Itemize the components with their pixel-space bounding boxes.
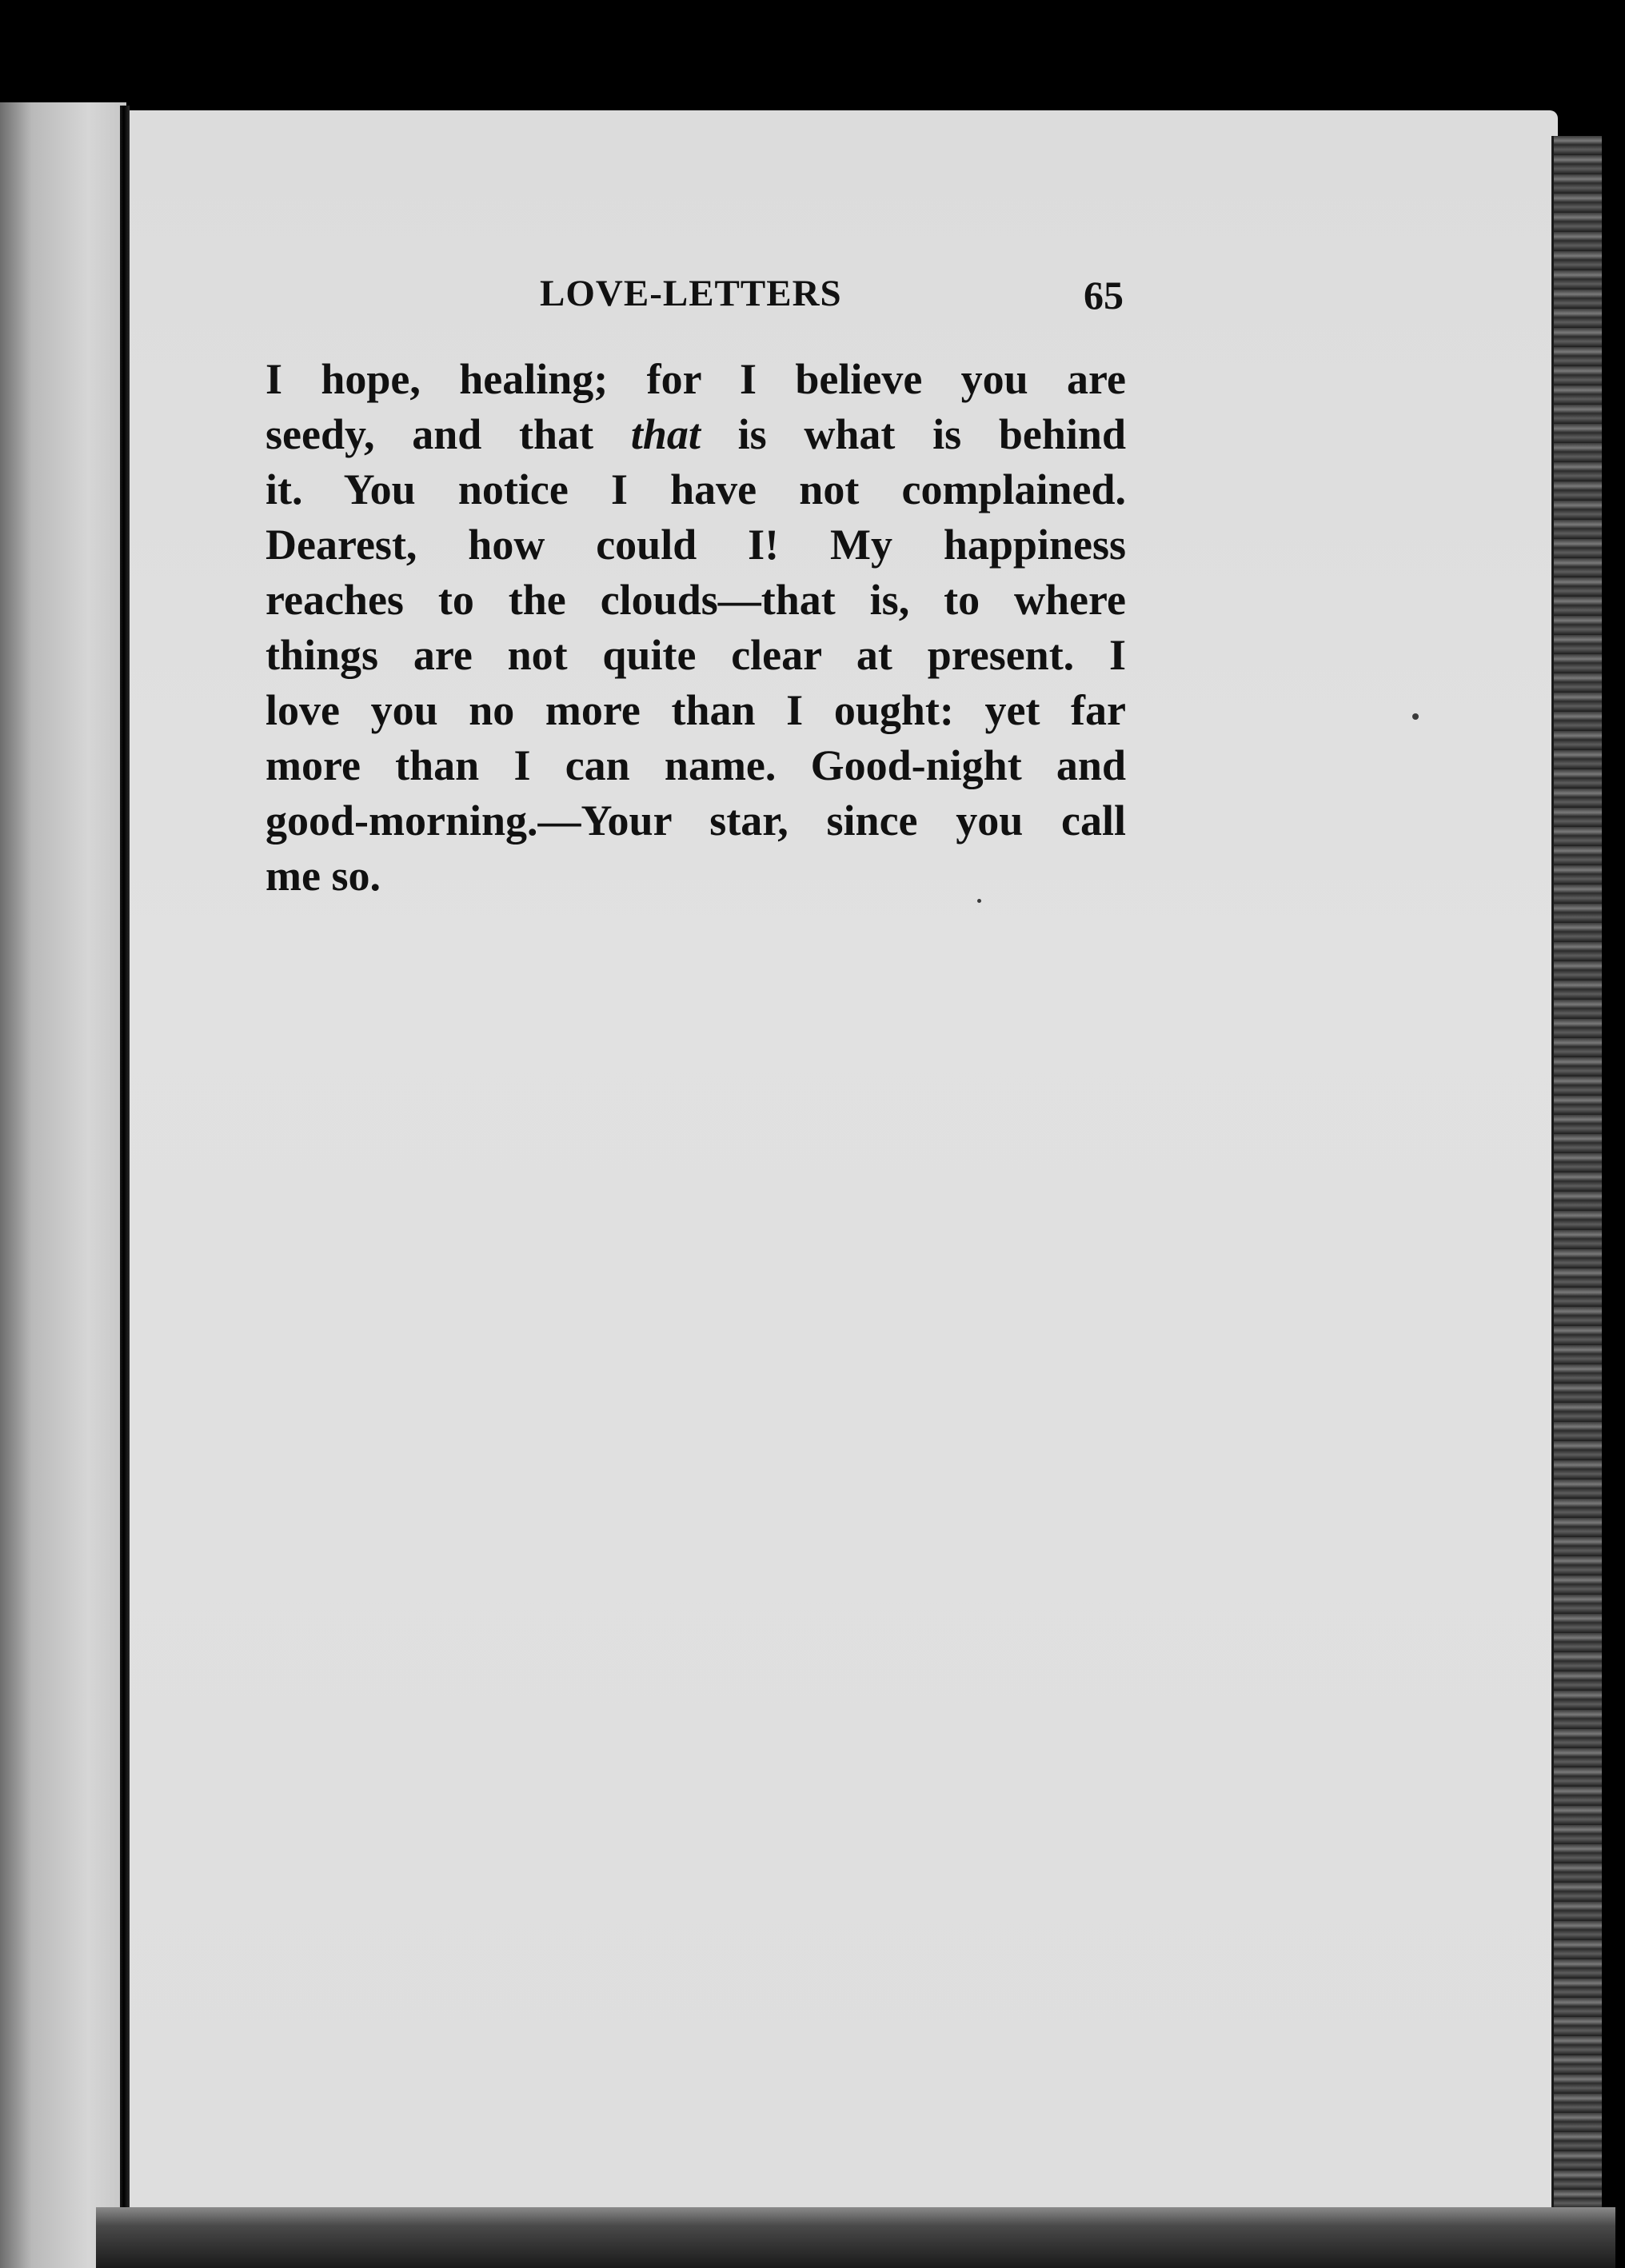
text-line-with-italic <box>266 407 1126 462</box>
book-gutter <box>120 106 130 2268</box>
text-line: me so. <box>266 852 381 900</box>
running-head <box>270 266 1124 321</box>
text-line: more than I can name. Good-night and <box>266 741 1126 789</box>
previous-page-edge <box>0 102 126 2268</box>
text-line: it. You notice I have not complained. <box>266 465 1126 513</box>
running-title: LOVE-LETTERS <box>540 273 842 314</box>
text-line: reaches to the clouds—that is, to where <box>266 576 1126 624</box>
page-fore-edge <box>1551 136 1602 2268</box>
ink-speck <box>1412 713 1419 720</box>
text-line: I hope, healing; for I believe you are <box>266 355 1126 403</box>
text-line-segment: is what is behind <box>700 410 1126 458</box>
italic-word: that <box>630 410 701 458</box>
page-bottom-edge <box>96 2207 1615 2268</box>
text-line-segment: seedy, and that <box>266 410 631 458</box>
text-line: love you no more than I ought: yet far <box>266 686 1126 734</box>
text-line: things are not quite clear at present. I <box>266 631 1126 679</box>
letter-text <box>266 352 1126 904</box>
page-number: 65 <box>1084 273 1124 317</box>
text-line: Dearest, how could I! My happiness <box>266 521 1126 569</box>
text-line: good-morning.—Your star, since you call <box>266 797 1126 845</box>
